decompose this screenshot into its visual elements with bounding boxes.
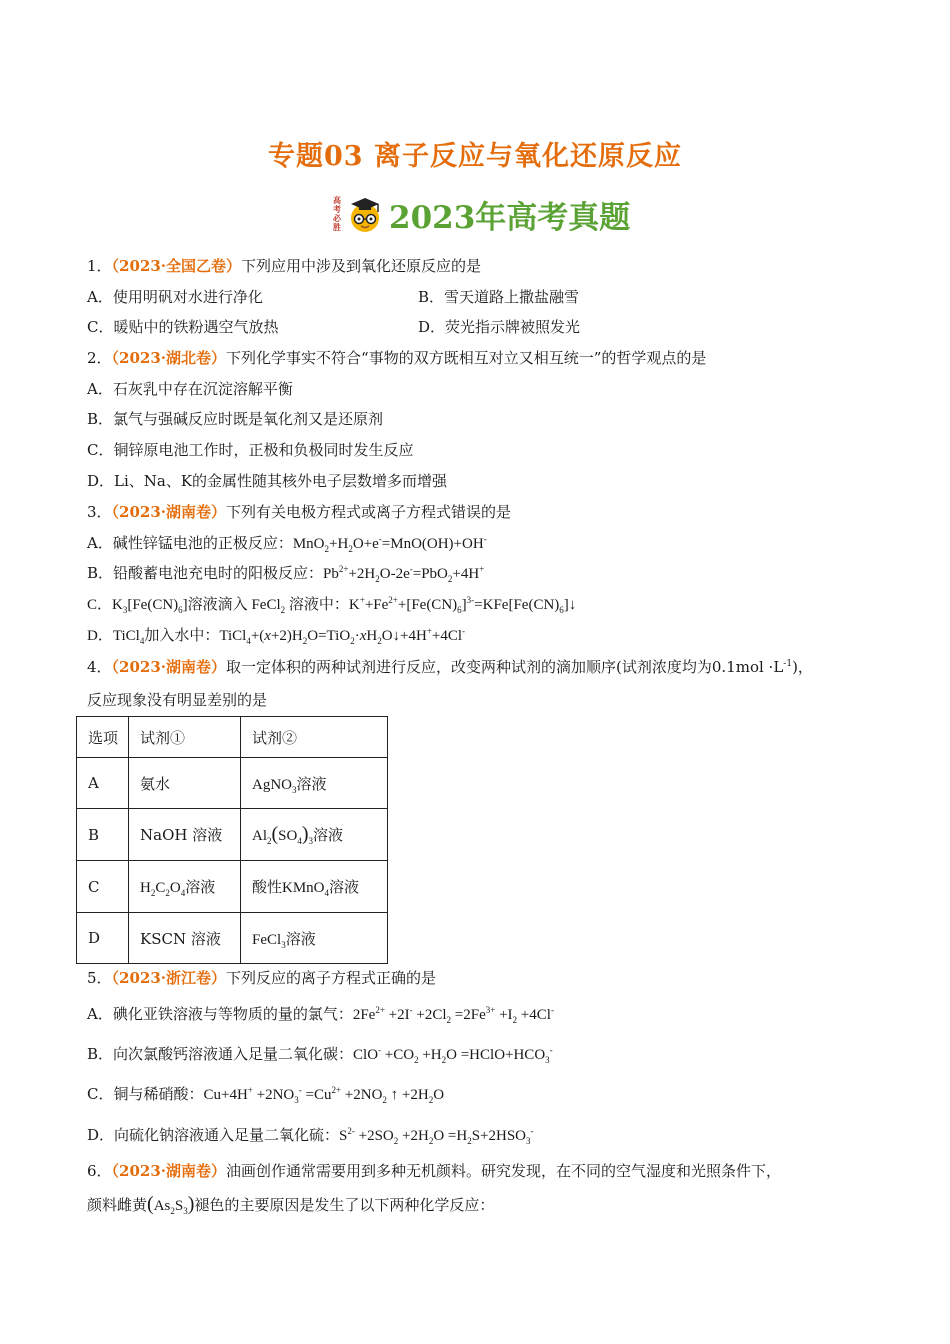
q3-option-d xyxy=(87,624,465,645)
q3-stem xyxy=(87,501,511,522)
q4-text: 取一定体积的两种试剂进行反应，改变两种试剂的滴加顺序(试剂浓度均为0.1mol ·L xyxy=(226,658,784,676)
q3-source: （2023·湖南卷） xyxy=(111,503,227,521)
q5-option-d xyxy=(87,1124,534,1145)
q2-text: 下列化学事实不符合“事物的双方既相互对立又相互统一”的哲学观点的是 xyxy=(226,349,707,367)
q3-b-label: B．铅酸蓄电池充电时的阳极反应： xyxy=(87,564,324,582)
q6-text-b: 褪色的主要原因是发生了以下两种化学反应： xyxy=(194,1196,495,1214)
row-b-option: B xyxy=(77,809,129,861)
q5-stem xyxy=(87,967,436,988)
q5-c-equation: $Cu+4H^+ +2NO_3^- =Cu^{2+} +2NO_2$ ↑ $+2H_2O$ xyxy=(203,1085,445,1105)
q5-text: 下列反应的离子方程式正确的是 xyxy=(226,969,437,987)
q3-b-equation: $Pb^{2+}+2H_2O-2e^-=PbO_2+4H^+$ xyxy=(323,564,485,584)
q6-formula: $(As_2S_3)$ xyxy=(147,1193,195,1216)
table-header-row xyxy=(77,717,388,758)
header-option: 选项 xyxy=(77,717,129,758)
q3-option-c xyxy=(87,593,576,614)
row-a-reagent-2: AgNO$_3$溶液 xyxy=(241,758,388,809)
q5-option-a xyxy=(87,1003,554,1024)
row-b-reagent-2: $Al_2(SO_4)_3$溶液 xyxy=(241,809,388,861)
row-c-reagent-1: $H_2C_2O_4$溶液 xyxy=(129,861,241,913)
row-d-reagent-2: FeCl$_3$溶液 xyxy=(241,913,388,964)
table-row xyxy=(77,861,388,913)
row-a-option: A xyxy=(77,758,129,809)
q4-stem-line2: 反应现象没有明显差别的是 xyxy=(87,691,268,709)
q1-source: （2023·全国乙卷） xyxy=(111,257,242,275)
q2-option-c: C．铜锌原电池工作时，正极和负极同时发生反应 xyxy=(87,441,414,459)
q3-d-equation: $TiCl_4+(x+2)H_2O=TiO_2\cdot xH_2O↓+4H^++4Cl^-$ xyxy=(219,626,466,646)
q5-b-equation: $ClO^- +CO_2 +H_2O$ $=HClO+HCO_3^-$ xyxy=(353,1045,553,1065)
q3-c-text2: 溶液中： xyxy=(288,595,349,613)
q2-option-d: D．Li、Na、K的金属性随其核外电子层数增多而增强 xyxy=(87,472,448,490)
table-row xyxy=(77,913,388,964)
q5-a-label: A．碘化亚铁溶液与等物质的量的氯气： xyxy=(87,1005,353,1023)
q3-d-reagent: D．TiCl$_4$ xyxy=(87,628,145,646)
row-b-reagent-1: NaOH 溶液 xyxy=(129,809,241,861)
q5-b-label: B．向次氯酸钙溶液通入足量二氧化碳： xyxy=(87,1045,354,1063)
q5-option-b xyxy=(87,1043,553,1064)
q1-option-a: A．使用明矾对水进行净化 xyxy=(87,288,263,306)
row-d-reagent-1: KSCN 溶液 xyxy=(129,913,241,964)
q5-c-label: C．铜与稀硝酸： xyxy=(87,1085,204,1103)
q5-source: （2023·浙江卷） xyxy=(111,969,227,987)
q1-option-b: B．雪天道路上撒盐融雪 xyxy=(418,288,580,306)
q2-stem xyxy=(87,347,706,368)
q3-c-text1: 溶液滴入 xyxy=(187,595,248,613)
row-c-reagent-2: 酸性KMnO$_4$溶液 xyxy=(241,861,388,913)
q5-d-label: D．向硫化钠溶液通入足量二氧化硫： xyxy=(87,1126,340,1144)
q1-option-d: D．荧光指示牌被照发光 xyxy=(418,318,581,336)
page-title: 专题03 离子反应与氧化还原反应 xyxy=(268,141,682,172)
q5-number: 5． xyxy=(87,969,112,987)
table-row xyxy=(77,809,388,861)
banner-vertical-label: 高考必胜 xyxy=(333,195,341,232)
q3-option-a xyxy=(87,532,487,553)
q3-number: 3． xyxy=(87,503,112,521)
q6-text: 油画创作通常需要用到多种无机颜料。研究发现，在不同的空气湿度和光照条件下， xyxy=(226,1162,782,1180)
q5-d-equation: $S^{2-} +2SO_2 +2H_2O =H_2S+2HSO_3^-$ xyxy=(339,1126,534,1146)
header-reagent-2: 试剂② xyxy=(241,717,388,758)
q3-text: 下列有关电极方程式或离子方程式错误的是 xyxy=(226,503,512,521)
q6-stem xyxy=(87,1160,781,1181)
row-d-option: D xyxy=(77,913,129,964)
q2-option-b: B．氯气与强碱反应时既是氧化剂又是还原剂 xyxy=(87,410,384,428)
q5-a-equation: $2Fe^{2+} +2I^- +2Cl_2 =2Fe^{3+} +I_2 +4Cl^-$ xyxy=(352,1005,554,1025)
q3-c-fecl2: FeCl$_2$ xyxy=(247,597,286,615)
q4-number: 4． xyxy=(87,658,112,676)
q6-source: （2023·湖南卷） xyxy=(111,1162,227,1180)
q4-options-table xyxy=(76,716,388,964)
header-reagent-1: 试剂① xyxy=(129,717,241,758)
q3-c-reagent: C．$K_3[Fe(CN)_6]$ xyxy=(87,597,188,615)
q6-number: 6． xyxy=(87,1162,112,1180)
q3-option-b xyxy=(87,562,484,583)
row-c-option: C xyxy=(77,861,129,913)
graduate-cap-icon xyxy=(345,194,385,234)
q1-text: 下列应用中涉及到氧化还原反应的是 xyxy=(241,257,482,275)
q6-text-a: 颜料雌黄 xyxy=(87,1196,148,1214)
q2-number: 2． xyxy=(87,349,112,367)
table-row xyxy=(77,758,388,809)
q4-source: （2023·湖南卷） xyxy=(111,658,227,676)
exam-banner xyxy=(333,190,630,238)
q3-a-label: A．碱性锌锰电池的正极反应： xyxy=(87,534,293,552)
banner-title: 2023年高考真题 xyxy=(389,199,631,236)
q3-c-equation: $K^++Fe^{2+}+[Fe(CN)_6]^{3-}=KFe[Fe(CN)_6]↓$ xyxy=(348,595,577,615)
q5-option-c xyxy=(87,1083,444,1104)
q3-a-equation: $MnO_2+H_2O+e^-=MnO(OH)+OH^-$ xyxy=(292,534,487,554)
q1-stem xyxy=(87,255,481,276)
row-a-reagent-1: 氨水 xyxy=(129,758,241,809)
q6-stem-line2 xyxy=(87,1193,494,1216)
q2-option-a: A．石灰乳中存在沉淀溶解平衡 xyxy=(87,380,293,398)
q4-text-end: )， xyxy=(792,658,813,676)
q1-number: 1． xyxy=(87,257,112,275)
q3-d-text: 加入水中： xyxy=(144,626,220,644)
q2-source: （2023·湖北卷） xyxy=(111,349,227,367)
q1-option-c: C．暖贴中的铁粉遇空气放热 xyxy=(87,318,279,336)
q4-stem: 4．（2023·湖南卷）取一定体积的两种试剂进行反应，改变两种试剂的滴加顺序(试剂浓度均为$0.1mol \cdot L^{-1}$)， xyxy=(87,658,813,676)
